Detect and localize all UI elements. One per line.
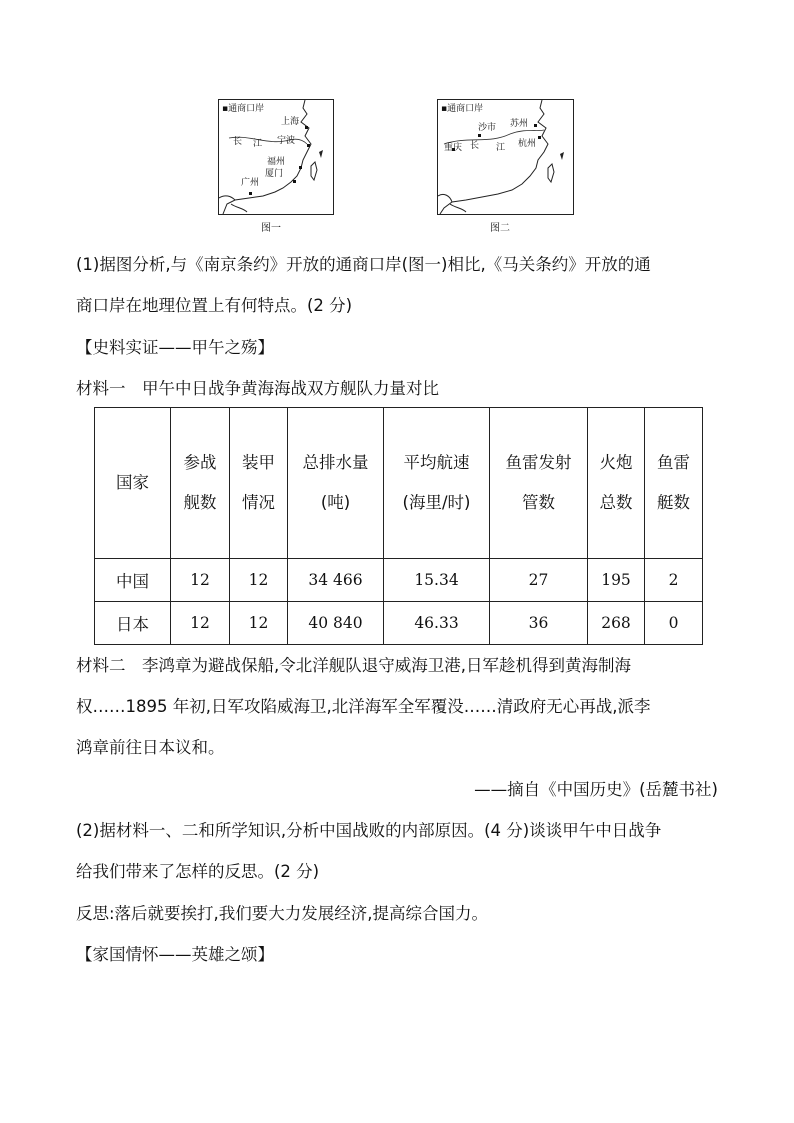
map-figure-2 (437, 99, 574, 215)
map-2-caption: 图二 (490, 223, 510, 234)
map-1-caption: 图一 (261, 223, 281, 234)
map-figure-1 (218, 99, 334, 215)
table-cell: 15.34 (384, 559, 490, 602)
map-2-place-chongqing: 重庆 (444, 143, 463, 153)
map-2-place-jiang: 江 (496, 143, 506, 153)
table-cell: 12 (230, 559, 288, 602)
table-row (95, 559, 703, 602)
map-2-legend: ▪通商口岸 (441, 104, 484, 114)
map-1-place-ningbo: 宁波 (277, 136, 296, 146)
table-cell: 36 (490, 602, 588, 645)
map-1-place-guangzhou: 广州 (241, 178, 260, 188)
question-1-line-2: 商口岸在地理位置上有何特点。(2 分) (76, 296, 353, 315)
question-1-line-1: (1)据图分析,与《南京条约》开放的通商口岸(图一)相比,《马关条约》开放的通 (76, 255, 651, 274)
table-cell: 46.33 (384, 602, 490, 645)
map-1-place-jiang: 江 (253, 139, 263, 149)
map-1-place-chang: 长 (233, 137, 243, 147)
header-torpedo-tubes: 鱼雷发射 管数 (490, 408, 588, 559)
header-torpedo-boats: 鱼雷 艇数 (645, 408, 703, 559)
table-cell: 中国 (95, 559, 171, 602)
material-2-line-3: 鸿章前往日本议和。 (76, 738, 225, 757)
map-2-place-suzhou: 苏州 (510, 119, 529, 129)
map-1-legend: ▪通商口岸 (222, 104, 265, 114)
map-2-place-chang: 长 (470, 141, 480, 151)
table-cell: 40 840 (288, 602, 384, 645)
table-cell: 0 (645, 602, 703, 645)
map-2-place-shashi: 沙市 (478, 123, 497, 133)
map-1-place-fuzhou: 福州 (267, 157, 286, 167)
table-cell: 195 (588, 559, 645, 602)
answer-reflection: 反思:落后就要挨打,我们要大力发展经济,提高综合国力。 (76, 904, 489, 923)
section-title-history-evidence: 【史料实证——甲午之殇】 (76, 338, 274, 357)
header-ships: 参战 舰数 (171, 408, 230, 559)
header-armor: 装甲 情况 (230, 408, 288, 559)
question-2-line-2: 给我们带来了怎样的反思。(2 分) (76, 862, 320, 881)
header-speed: 平均航速 (海里/时) (384, 408, 490, 559)
header-guns: 火炮 总数 (588, 408, 645, 559)
table-cell: 34 466 (288, 559, 384, 602)
map-1-place-xiamen: 厦门 (265, 169, 284, 179)
table-cell: 2 (645, 559, 703, 602)
section-title-patriotism: 【家国情怀——英雄之颂】 (76, 945, 274, 964)
header-country: 国家 (95, 408, 171, 559)
material-2-source: ——摘自《中国历史》(岳麓书社) (474, 780, 718, 799)
material-2-line-1: 材料二 李鸿章为避战保船,令北洋舰队退守威海卫港,日军趁机得到黄海制海 (76, 656, 631, 675)
map-1-place-shanghai: 上海 (281, 117, 300, 127)
table-cell: 12 (171, 559, 230, 602)
material-2-line-2: 权……1895 年初,日军攻陷威海卫,北洋海军全军覆没……清政府无心再战,派李 (76, 697, 651, 716)
header-displacement: 总排水量 (吨) (288, 408, 384, 559)
table-header-row (95, 408, 703, 559)
question-2-line-1: (2)据材料一、二和所学知识,分析中国战败的内部原因。(4 分)谈谈甲午中日战争 (76, 821, 662, 840)
table-row (95, 602, 703, 645)
table-cell: 12 (230, 602, 288, 645)
table-cell: 268 (588, 602, 645, 645)
map-2-place-hangzhou: 杭州 (518, 139, 537, 149)
map-2-coastline (438, 100, 573, 214)
table-cell: 12 (171, 602, 230, 645)
table-cell: 27 (490, 559, 588, 602)
material-1-title: 材料一 甲午中日战争黄海海战双方舰队力量对比 (76, 379, 439, 398)
table-cell: 日本 (95, 602, 171, 645)
fleet-comparison-table (94, 407, 703, 645)
